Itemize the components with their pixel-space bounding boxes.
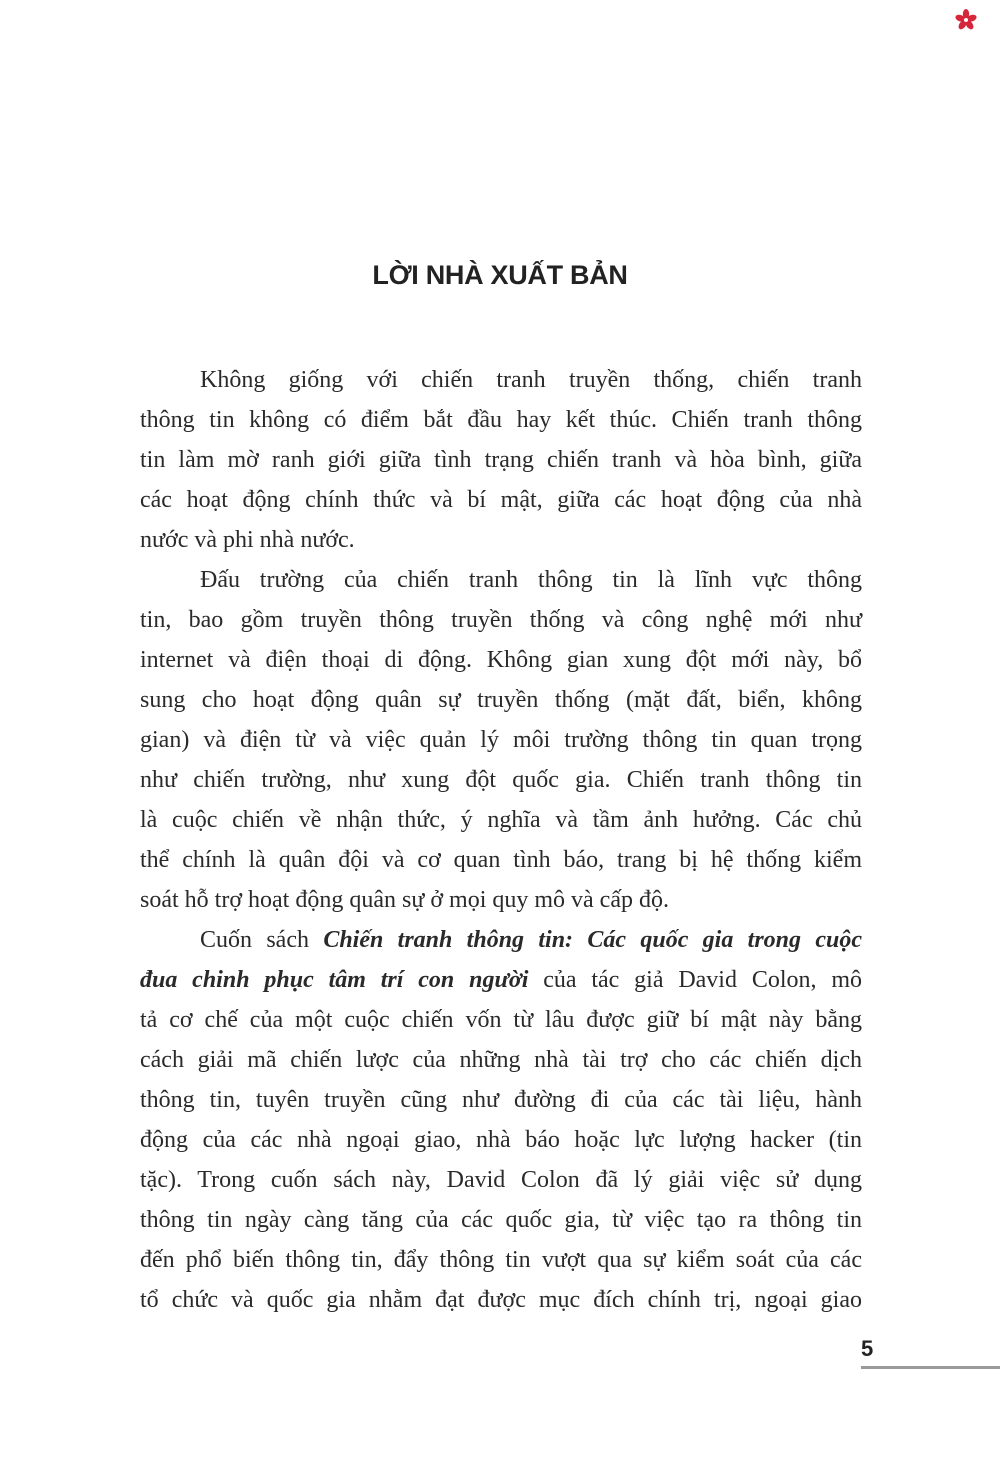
body-text <box>140 360 862 1320</box>
text-line: tổ chức và quốc gia nhằm đạt được mục đích chính trị, ngoại giao <box>140 1287 862 1313</box>
paragraph-1 <box>140 360 862 560</box>
text-line: tin, bao gồm truyền thông truyền thống và công nghệ mới như <box>140 607 862 633</box>
text-line: cách giải mã chiến lược của những nhà tài trợ cho các chiến dịch <box>140 1047 862 1073</box>
footer-rule <box>861 1366 1000 1369</box>
text-line: Đấu trường của chiến tranh thông tin là lĩnh vực thông <box>200 567 862 593</box>
paragraph-3 <box>140 920 862 1320</box>
text-line: thông tin, tuyên truyền cũng như đường đi của các tài liệu, hành <box>140 1087 862 1113</box>
text-line: các hoạt động chính thức và bí mật, giữa các hoạt động của nhà <box>140 487 862 513</box>
text-line: sung cho hoạt động quân sự truyền thống (mặt đất, biển, không <box>140 687 862 713</box>
text-line: tặc). Trong cuốn sách này, David Colon đã lý giải việc sử dụng <box>140 1167 862 1193</box>
text-line: tin làm mờ ranh giới giữa tình trạng chiến tranh và hòa bình, giữa <box>140 447 862 473</box>
text-line <box>140 960 862 1000</box>
book-title: đua chinh phục tâm trí con người <box>140 967 529 993</box>
text-line: thông tin ngày càng tăng của các quốc gia, từ việc tạo ra thông tin <box>140 1207 862 1233</box>
text-line: nước và phi nhà nước. <box>140 527 355 553</box>
text-segment: của tác giả David Colon, mô <box>528 967 863 993</box>
text-line: tả cơ chế của một cuộc chiến vốn từ lâu được giữ bí mật này bằng <box>140 1007 862 1033</box>
text-line: như chiến trường, như xung đột quốc gia. Chiến tranh thông tin <box>140 767 862 793</box>
page-title: LỜI NHÀ XUẤT BẢN <box>372 260 628 290</box>
text-line: soát hỗ trợ hoạt động quân sự ở mọi quy mô và cấp độ. <box>140 887 669 913</box>
book-title: Chiến tranh thông tin: Các quốc gia trong cuộc <box>323 927 863 953</box>
text-line: internet và điện thoại di động. Không gian xung đột mới này, bổ <box>140 647 862 673</box>
text-line: động của các nhà ngoại giao, nhà báo hoặc lực lượng hacker (tin <box>140 1127 862 1153</box>
text-segment: Cuốn sách <box>200 927 324 953</box>
paragraph-2 <box>140 560 862 920</box>
text-line: thông tin không có điểm bắt đầu hay kết thúc. Chiến tranh thông <box>140 407 862 433</box>
text-line: gian) và điện từ và việc quản lý môi trường thông tin quan trọng <box>140 727 862 753</box>
flower-logo-icon <box>955 9 977 31</box>
text-line: Không giống với chiến tranh truyền thống, chiến tranh <box>200 367 862 393</box>
text-line: thể chính là quân đội và cơ quan tình báo, trang bị hệ thống kiểm <box>140 847 862 873</box>
text-line: đến phổ biến thông tin, đẩy thông tin vượt qua sự kiểm soát của các <box>140 1247 862 1273</box>
text-line <box>140 920 862 960</box>
text-line: là cuộc chiến về nhận thức, ý nghĩa và tầm ảnh hưởng. Các chủ <box>140 807 862 833</box>
page-number: 5 <box>861 1336 874 1361</box>
